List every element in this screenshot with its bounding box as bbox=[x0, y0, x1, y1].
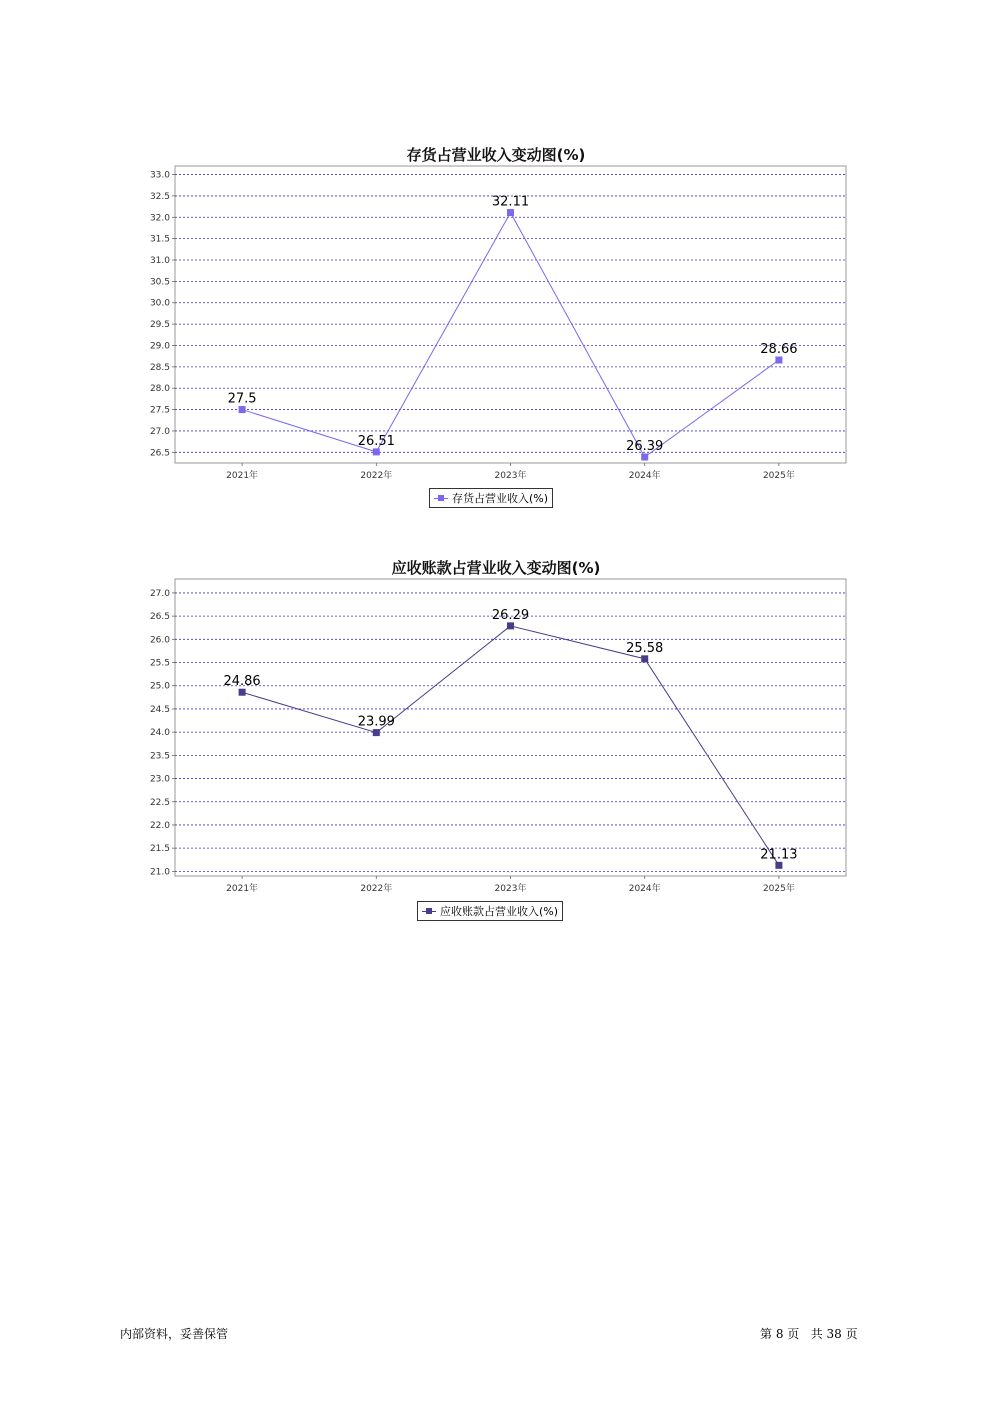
y-tick-label: 30.5 bbox=[149, 277, 170, 288]
y-tick-label: 31.5 bbox=[149, 234, 170, 245]
data-point bbox=[239, 689, 246, 696]
y-tick-label: 23.5 bbox=[149, 751, 170, 762]
y-tick-label: 24.0 bbox=[149, 728, 170, 739]
x-tick-label: 2024年 bbox=[628, 884, 661, 894]
data-label: 26.39 bbox=[626, 439, 664, 455]
data-label: 24.86 bbox=[223, 674, 261, 690]
x-tick-label: 2025年 bbox=[762, 471, 795, 481]
y-tick-label: 22.0 bbox=[149, 820, 170, 831]
y-tick-label: 24.5 bbox=[149, 704, 170, 715]
x-tick-label: 2023年 bbox=[494, 471, 527, 481]
y-tick-label: 21.0 bbox=[149, 867, 170, 878]
x-tick-label: 2025年 bbox=[762, 884, 795, 894]
y-tick-label: 27.0 bbox=[149, 426, 170, 437]
chart-title: 应收账款占营业收入变动图(%) bbox=[391, 559, 601, 577]
y-tick-label: 27.5 bbox=[149, 405, 170, 416]
y-tick-label: 32.0 bbox=[149, 213, 170, 224]
data-label: 26.29 bbox=[491, 607, 530, 623]
legend-label: 应收账款占营业收入(%) bbox=[440, 905, 559, 918]
y-tick-label: 25.5 bbox=[149, 658, 170, 669]
y-tick-label: 23.0 bbox=[149, 774, 170, 785]
x-tick-label: 2024年 bbox=[628, 471, 661, 481]
y-tick-label: 22.5 bbox=[149, 797, 170, 808]
x-tick-label: 2021年 bbox=[226, 471, 259, 481]
y-tick-label: 31.0 bbox=[149, 256, 170, 267]
data-label: 23.99 bbox=[357, 714, 395, 730]
x-tick-label: 2021年 bbox=[226, 884, 259, 894]
data-point bbox=[775, 862, 782, 869]
data-label: 25.58 bbox=[626, 640, 664, 656]
data-label: 28.66 bbox=[760, 342, 798, 358]
legend-swatch bbox=[422, 911, 436, 912]
y-tick-label: 33.0 bbox=[149, 170, 170, 181]
data-point bbox=[507, 622, 514, 629]
y-tick-label: 30.0 bbox=[149, 298, 170, 309]
x-tick-label: 2022年 bbox=[360, 471, 393, 481]
y-tick-label: 26.5 bbox=[149, 612, 170, 623]
data-label: 26.51 bbox=[357, 433, 395, 449]
legend-label: 存货占营业收入(%) bbox=[452, 492, 549, 505]
chart-title: 存货占营业收入变动图(%) bbox=[406, 146, 586, 164]
footer-confidential: 内部资料，妥善保管 bbox=[120, 1327, 229, 1341]
data-label: 32.11 bbox=[491, 194, 530, 210]
data-point bbox=[373, 729, 380, 736]
legend bbox=[417, 901, 563, 921]
y-tick-label: 29.5 bbox=[149, 320, 170, 331]
data-label: 27.5 bbox=[227, 391, 257, 407]
footer-page-number: 第 8 页 共 38 页 bbox=[760, 1327, 858, 1341]
y-tick-label: 28.5 bbox=[149, 362, 170, 373]
x-tick-label: 2022年 bbox=[360, 884, 393, 894]
data-label: 21.13 bbox=[760, 847, 798, 863]
y-tick-label: 21.5 bbox=[149, 844, 170, 855]
y-tick-label: 25.0 bbox=[149, 681, 170, 692]
data-point bbox=[641, 655, 648, 662]
y-tick-label: 29.0 bbox=[149, 341, 170, 352]
y-tick-label: 32.5 bbox=[149, 191, 170, 202]
y-tick-label: 26.0 bbox=[149, 635, 170, 646]
x-tick-label: 2023年 bbox=[494, 884, 527, 894]
y-tick-label: 28.0 bbox=[149, 384, 170, 395]
y-tick-label: 27.0 bbox=[149, 588, 170, 599]
y-tick-label: 26.5 bbox=[149, 448, 170, 459]
